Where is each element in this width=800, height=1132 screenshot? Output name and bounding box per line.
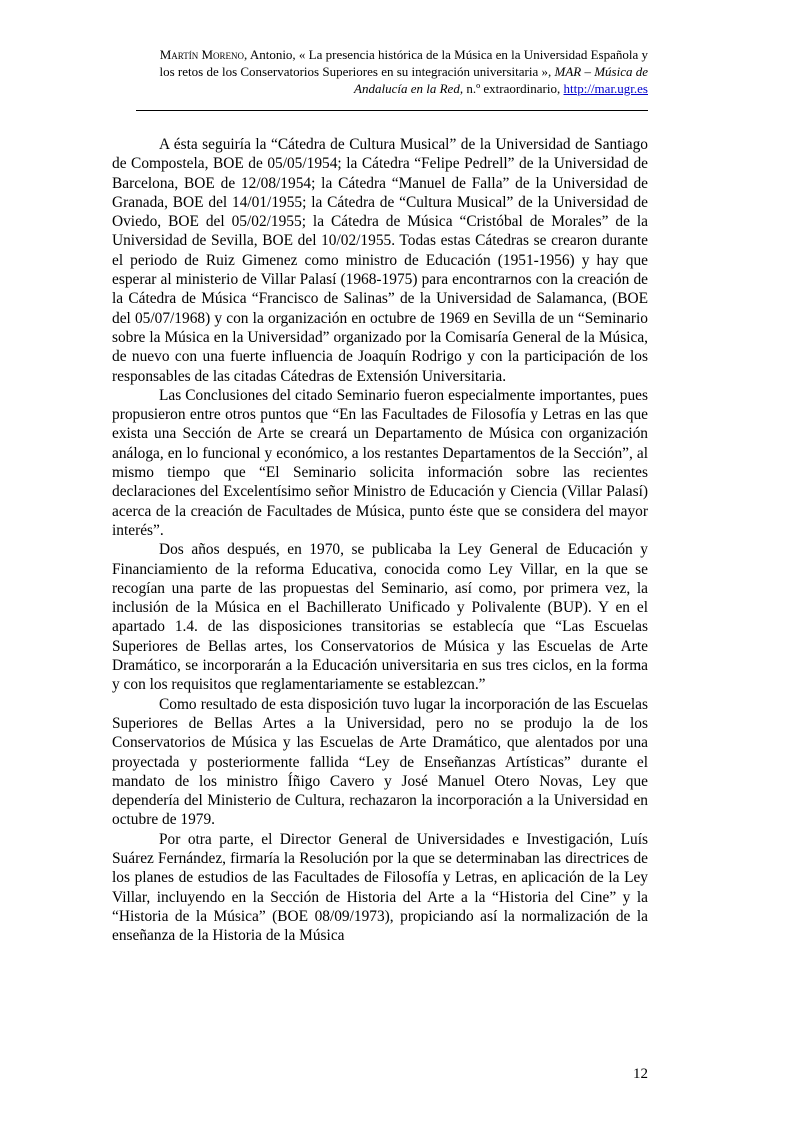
paragraph-2: Las Conclusiones del citado Seminario fueron especialmente importantes, pues propusieron entre otros puntos que “En las Facultades de Filosofía y Letras en las que exista una Sección de Arte se creará un Departamento de Música con organización análoga, en lo funcional y económico, a los restantes Departamentos de la Sección”, al mismo tiempo que “El Seminario solicita información sobre las recientes declaraciones del Excelentísimo señor Ministro de Educación y Ciencia (Villar Palasí) acerca de la creación de Facultades de Música, punto éste que se considera del mayor interés”. <box>112 386 648 539</box>
paragraph-5: Por otra parte, el Director General de Universidades e Investigación, Luís Suárez Fernández, firmaría la Resolución por la que se determinaban las directrices de los planes de estudios de las Facultades de Filosofía y Letras, en aplicación de la Ley Villar, incluyendo en la Sección de Historia del Arte a la “Historia del Cine” y la “Historia de la Música” (BOE 08/09/1973), propiciando así la normalización de la enseñanza de la Historia de la Música <box>112 830 648 945</box>
page-number: 12 <box>633 1066 648 1082</box>
header-author: Martín Moreno <box>159 47 245 62</box>
header-line2: los retos de los Conservatorios Superiores en su integración universitaria », <box>159 64 555 79</box>
paragraph-1: A ésta seguiría la “Cátedra de Cultura Musical” de la Universidad de Santiago de Compostela, BOE de 05/05/1954; la Cátedra “Felipe Pedrell” de la Universidad de Barcelona, BOE de 12/08/1954; la Cátedra “Manuel de Falla” de la Universidad de Granada, BOE del 14/01/1955; la Cátedra de “Cultura Musical” de la Universidad de Oviedo, BOE del 05/02/1955; la Cátedra de Música “Cristóbal de Morales” de la Universidad de Sevilla, BOE del 10/02/1955. Todas estas Cátedras se crearon durante el periodo de Ruiz Gimenez como ministro de Educación (1951-1956) y hay que esperar al ministerio de Villar Palasí (1968-1975) para encontrarnos con la creación de la Cátedra de Música “Francisco de Salinas” de la Universidad de Salamanca, (BOE del 05/07/1968) y con la organización en octubre de 1969 en Sevilla de un “Seminario sobre la Música en la Universidad” organizado por la Comisaría General de la Música, de nuevo con una fuerte influencia de Joaquín Rodrigo y con la participación de los responsables de las citadas Cátedras de Extensión Universitaria. <box>112 136 648 385</box>
header-issue: n.º extraordinario, <box>463 81 564 96</box>
header-rule <box>136 110 648 111</box>
header-journal: MAR – Música de Andalucía en la Red, <box>354 64 648 96</box>
paragraph-4: Como resultado de esta disposición tuvo lugar la incorporación de las Escuelas Superiores de Bellas Artes a la Universidad, pero no se produjo la de los Conservatorios de Música y las Escuelas de Arte Dramático, que alentados por una proyectada y posteriormente fallida “Ley de Enseñanzas Artísticas” durante el mandato de los ministro Íñigo Cavero y José Manuel Otero Novas, Ley que dependería del Ministerio de Cultura, rechazaron la incorporación a la Universidad en octubre de 1979. <box>112 695 648 829</box>
header-url-link[interactable]: http://mar.ugr.es <box>563 81 648 96</box>
paragraph-3: Dos años después, en 1970, se publicaba la Ley General de Educación y Financiamiento de la reforma Educativa, conocida como Ley Villar, en la que se recogían una parte de las propuestas del Seminario, así como, por primera vez, la inclusión de la Música en el Bachillerato Unificado y Polivalente (BUP). Y en el apartado 1.4. de las disposiciones transitorias se establecía que “Las Escuelas Superiores de Bellas artes, los Conservatorios de Música y las Escuelas de Arte Dramático, se incorporarán a la Educación universitaria en sus tres ciclos, en la forma y con los requisitos que reglamentariamente se establezcan.” <box>112 541 648 694</box>
running-header <box>120 46 648 97</box>
body-text <box>112 135 648 945</box>
header-line1: , Antonio, « La presencia histórica de la Música en la Universidad Española y <box>244 47 648 62</box>
